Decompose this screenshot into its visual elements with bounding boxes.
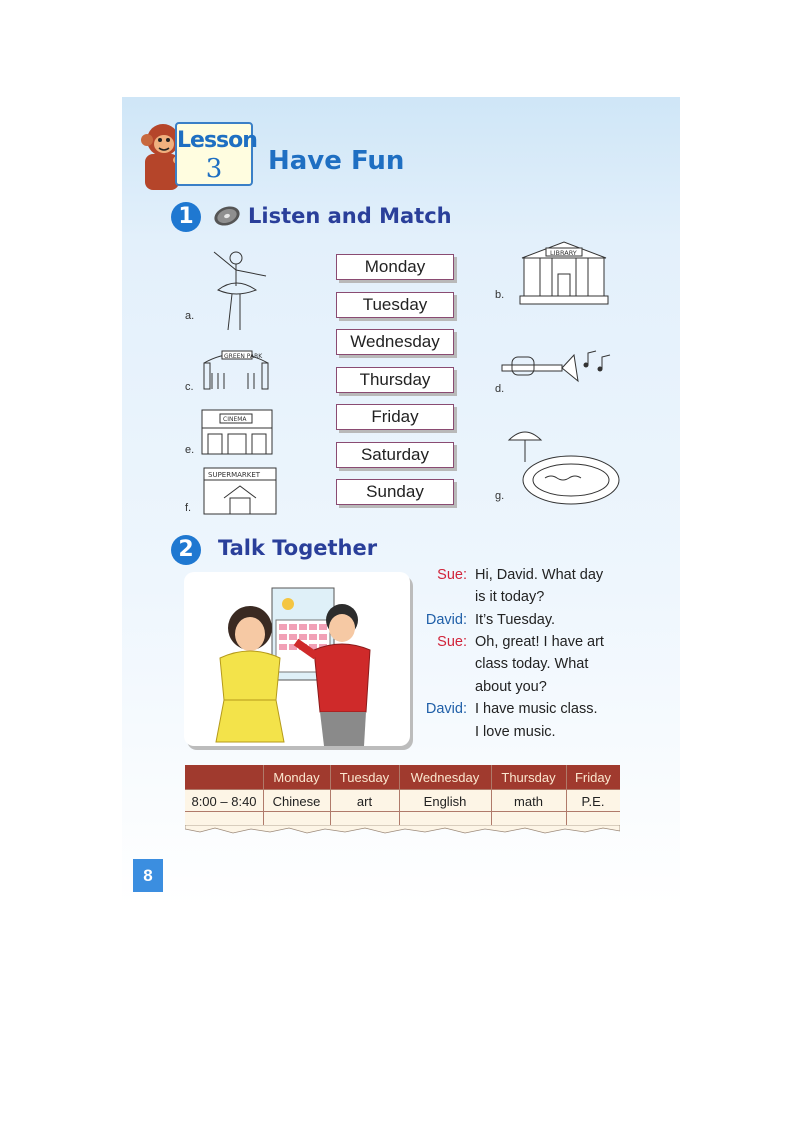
table-divider <box>185 811 620 812</box>
lesson-badge <box>175 122 257 186</box>
dialogue-speaker-david-1: David: <box>425 612 467 628</box>
timetable-cell: math <box>514 794 543 809</box>
dialogue-line: Oh, great! I have art <box>475 634 604 650</box>
lesson-word: Lesson <box>177 128 257 153</box>
picture-label-e: e. <box>185 444 195 456</box>
dialogue-line: is it today? <box>475 589 545 605</box>
picture-label-b: b. <box>495 289 505 301</box>
dialogue-line: It’s Tuesday. <box>475 612 556 628</box>
dialogue-speaker-sue-1: Sue: <box>437 567 467 583</box>
illustration-calendar-scene <box>184 572 410 746</box>
section-2-title: Talk Together <box>218 536 378 560</box>
timetable-cell: 8:00 – 8:40 <box>191 794 257 809</box>
cinema-sign: CINEMA <box>223 416 247 423</box>
timetable-header-cell: Monday <box>273 770 320 785</box>
timetable-cell: art <box>356 794 373 809</box>
day-box-monday[interactable]: Monday <box>336 254 454 280</box>
day-box-sunday[interactable]: Sunday <box>336 479 454 505</box>
day-box-thursday[interactable]: Thursday <box>336 367 454 393</box>
section-1-number: 1 <box>171 202 201 232</box>
timetable-cell: English <box>423 794 467 809</box>
supermarket-icon <box>202 464 278 516</box>
supermarket-sign: SUPERMARKET <box>208 471 261 479</box>
timetable-header-cell: Wednesday <box>410 770 480 785</box>
dialogue-line: class today. What <box>475 656 589 672</box>
table-divider <box>185 789 620 790</box>
timetable-header-cell: Tuesday <box>339 770 390 785</box>
children-calendar-icon <box>184 572 410 746</box>
section-2-number: 2 <box>171 535 201 565</box>
section-1-title: Listen and Match <box>248 204 452 228</box>
dialogue-speaker-sue-2: Sue: <box>437 634 467 650</box>
page-number: 8 <box>133 859 163 892</box>
torn-paper-edge <box>185 825 620 835</box>
timetable-cell: P.E. <box>581 794 605 809</box>
cinema-icon <box>198 404 276 456</box>
picture-label-d: d. <box>495 383 505 395</box>
dialogue-line: I have music class. <box>475 701 598 717</box>
day-box-friday[interactable]: Friday <box>336 404 454 430</box>
trumpet-icon <box>492 345 628 387</box>
lesson-title: Have Fun <box>268 146 405 176</box>
dialogue-line: I love music. <box>475 724 556 740</box>
day-box-wednesday[interactable]: Wednesday <box>336 329 454 355</box>
library-building-icon <box>518 240 610 306</box>
park-gate-icon <box>200 345 272 391</box>
library-sign: LIBRARY <box>550 249 577 257</box>
swimming-pool-icon <box>505 422 621 508</box>
timetable <box>185 765 620 835</box>
timetable-cell: Chinese <box>272 794 321 809</box>
day-box-saturday[interactable]: Saturday <box>336 442 454 468</box>
dialogue-speaker-david-2: David: <box>425 701 467 717</box>
park-sign: GREEN PARK <box>224 353 263 360</box>
lesson-number: 3 <box>205 154 223 184</box>
cd-audio-icon <box>211 204 241 228</box>
dialogue-line: about you? <box>475 679 547 695</box>
dialogue-line: Hi, David. What day <box>475 567 604 583</box>
ballet-dancer-icon <box>200 246 272 336</box>
day-box-tuesday[interactable]: Tuesday <box>336 292 454 318</box>
picture-label-f: f. <box>185 502 192 514</box>
timetable-header-cell: Thursday <box>501 770 556 785</box>
picture-label-c: c. <box>185 381 194 393</box>
picture-label-g: g. <box>495 490 505 502</box>
picture-label-a: a. <box>185 310 195 322</box>
timetable-header-cell: Friday <box>574 770 612 785</box>
